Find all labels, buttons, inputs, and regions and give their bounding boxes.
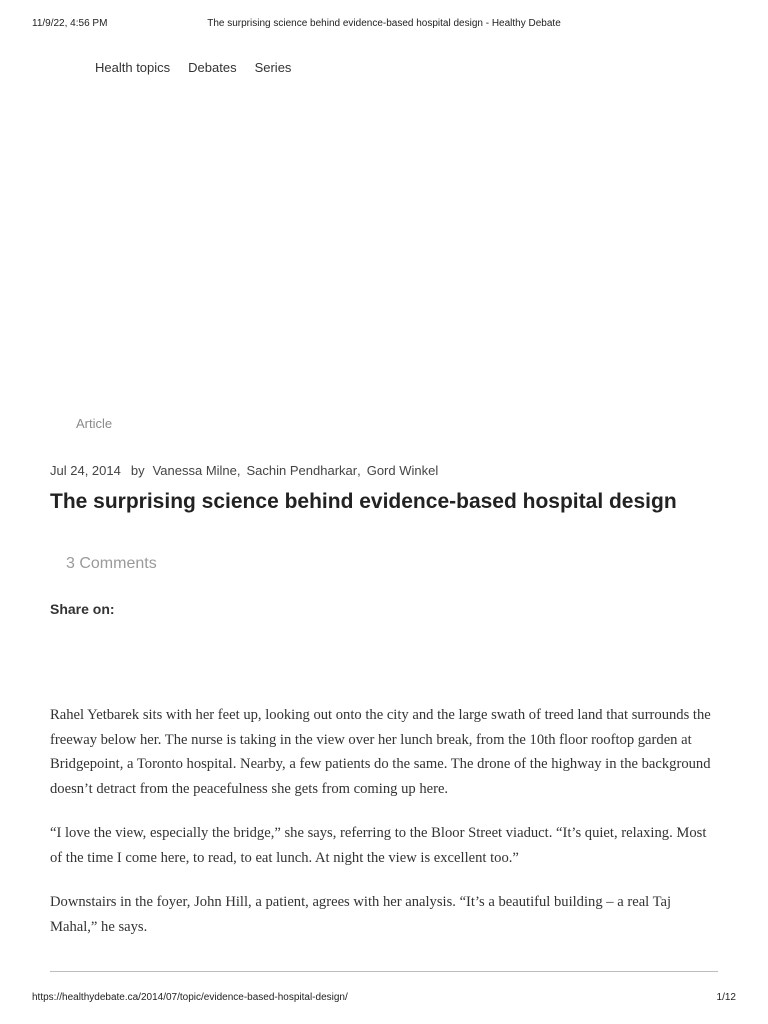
print-footer-url: https://healthydebate.ca/2014/07/topic/evidence-based-hospital-design/ — [32, 992, 348, 1003]
article-paragraph: Downstairs in the foyer, John Hill, a patient, agrees with her analysis. “It’s a beautiful building – a real Taj Mahal,” he says. — [50, 894, 672, 935]
author-link[interactable]: Vanessa Milne — [152, 463, 237, 478]
article-date: Jul 24, 2014 — [50, 463, 121, 478]
main-nav — [95, 60, 291, 75]
author-link[interactable]: Sachin Pendharkar — [246, 463, 358, 478]
comments-link[interactable]: 3 Comments — [66, 555, 157, 572]
author-link[interactable]: Gord Winkel — [366, 463, 439, 478]
article-title: The surprising science behind evidence-based hospital design — [50, 490, 677, 513]
article-body — [50, 703, 722, 959]
article-category[interactable]: Article — [76, 416, 113, 431]
divider — [50, 971, 718, 972]
print-footer-page-number: 1/12 — [716, 992, 736, 1003]
print-header-title: The surprising science behind evidence-based hospital design - Healthy Debate — [207, 18, 561, 29]
article-paragraph: “I love the view, especially the bridge,” she says, referring to the Bloor Street viaduct. “It’s quiet, relaxing. Most of the time I come here, to read, to eat lunch. At night the view is excellent too.” — [50, 825, 707, 866]
author-separator: , — [357, 463, 361, 478]
nav-item-health-topics[interactable]: Health topics — [95, 60, 171, 75]
article-meta — [50, 463, 438, 478]
print-header-datetime: 11/9/22, 4:56 PM — [32, 18, 108, 29]
nav-item-series[interactable]: Series — [254, 60, 292, 75]
nav-item-debates[interactable]: Debates — [188, 60, 237, 75]
byline-by: by — [130, 463, 145, 478]
author-separator: , — [236, 463, 241, 478]
article-paragraph: Rahel Yetbarek sits with her feet up, looking out onto the city and the large swath of treed land that surrounds the freeway below her. The nurse is taking in the view over her lunch break, from the 10th floor rooftop garden at Bridgepoint, a Toronto hospital. Nearby, a few patients do the same. The drone of the highway in the background doesn’t detract from the peacefulness she gets from coming up here. — [50, 707, 711, 797]
share-label: Share on: — [50, 601, 115, 617]
